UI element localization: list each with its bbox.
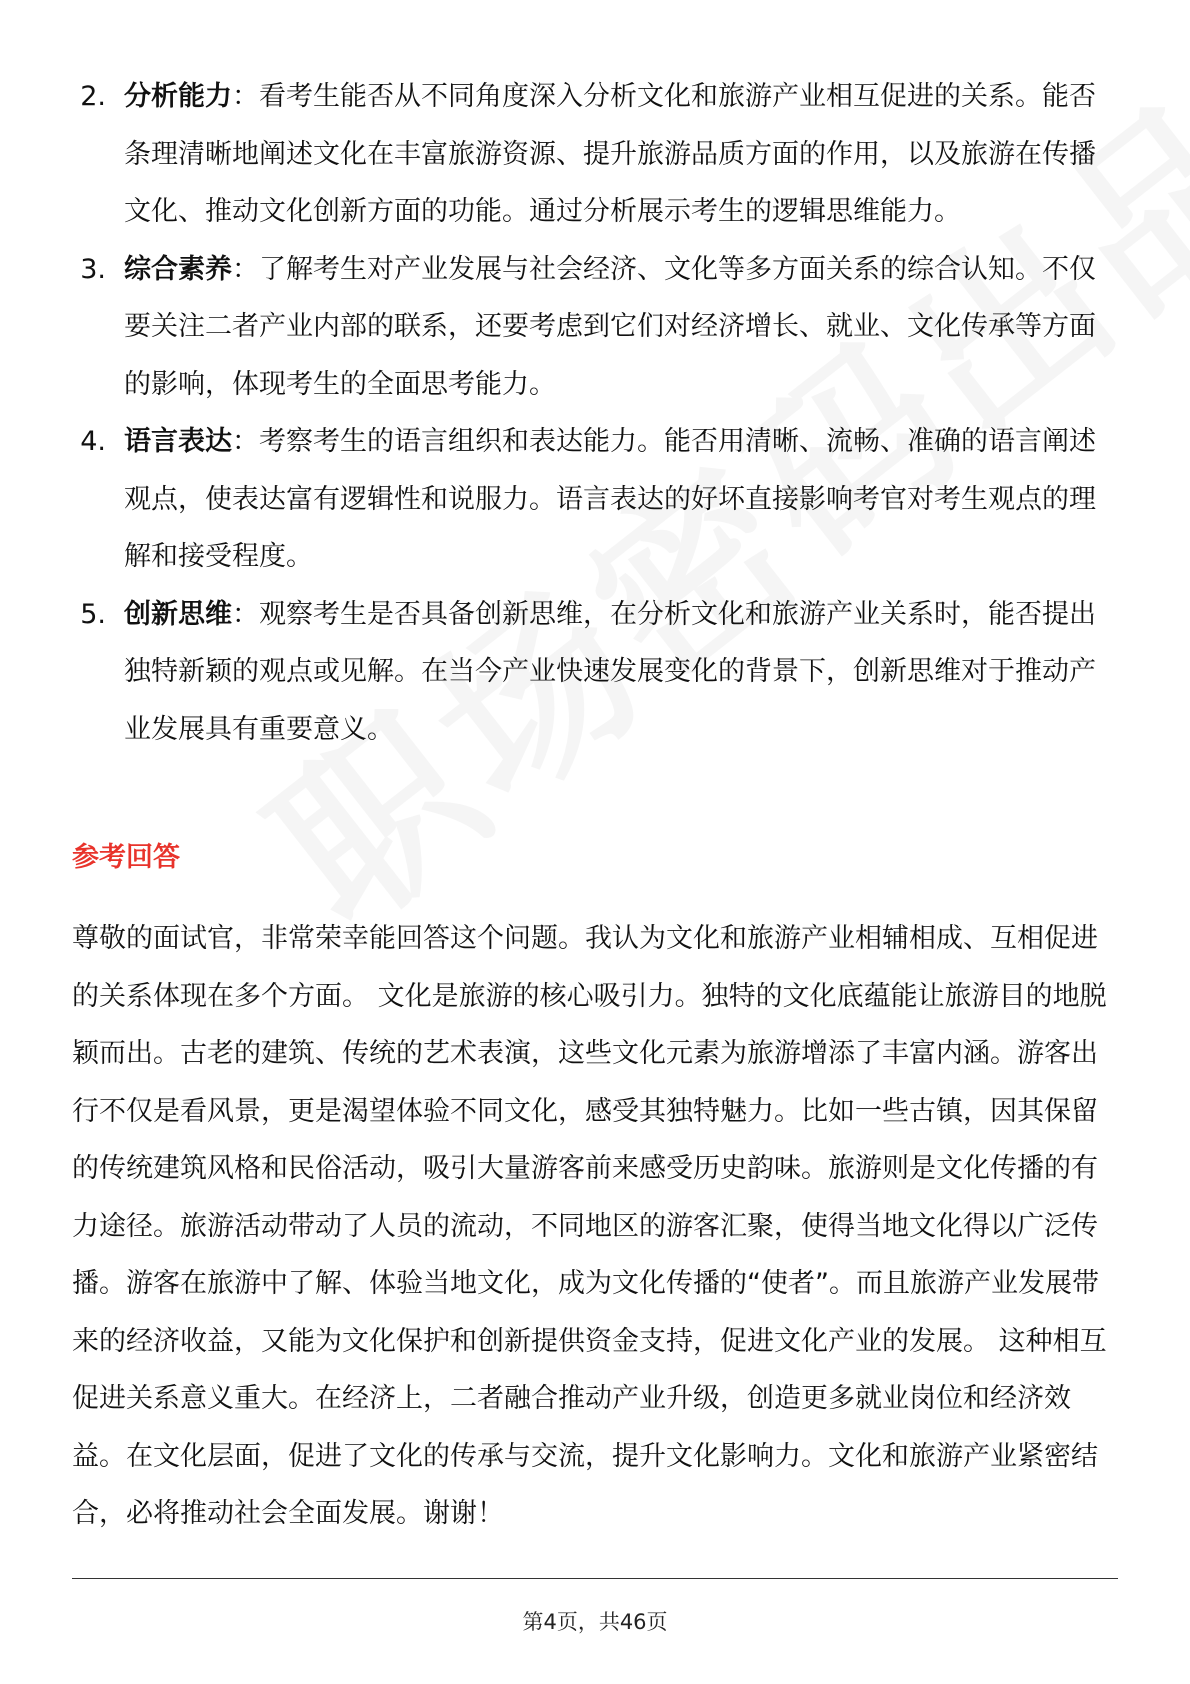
list-item-keyword: 综合素养: [124, 253, 232, 285]
footer-divider: [72, 1578, 1118, 1579]
list-item-body: [124, 241, 1112, 414]
reference-answer: 尊敬的面试官，非常荣幸能回答这个问题。我认为文化和旅游产业相辅相成、互相促进的关系体现在多个方面。 文化是旅游的核心吸引力。独特的文化底蕴能让旅游目的地脱颖而出。古老的建筑、传统的艺术表演，这些文化元素为旅游增添了丰富内涵。游客出行不仅是看风景，更是渴望体验不同文化，感受其独特魅力。比如一些古镇，因其保留的传统建筑风格和民俗活动，吸引大量游客前来感受历史韵味。旅游则是文化传播的有力途径。旅游活动带动了人员的流动，不同地区的游客汇聚，使得当地文化得以广泛传播。游客在旅游中了解、体验当地文化，成为文化传播的“使者”。而且旅游产业发展带来的经济收益，又能为文化保护和创新提供资金支持，促进文化产业的发展。 这种相互促进关系意义重大。在经济上，二者融合推动产业升级，创造更多就业岗位和经济效益。在文化层面，促进了文化的传承与交流，提升文化影响力。文化和旅游产业紧密结合，必将推动社会全面发展。谢谢！: [72, 923, 1107, 1529]
list-item-number: 2.: [80, 81, 106, 112]
list-item: [72, 68, 1112, 241]
list-item-number: 5.: [80, 598, 106, 630]
list-item-body: [124, 68, 1112, 241]
list-item: [72, 413, 1112, 586]
list-item-text: ：观察考生是否具备创新思维，在分析文化和旅游产业关系时，能否提出独特新颖的观点或见解。在当今产业快速发展变化的背景下，创新思维对于推动产业发展具有重要意义。: [124, 598, 1096, 745]
section-title: 参考回答: [72, 842, 180, 873]
list-item-body: [124, 413, 1112, 586]
list-item-number: 3.: [80, 253, 106, 285]
list-item: [72, 241, 1112, 414]
list-item-text: ：了解考生对产业发展与社会经济、文化等多方面关系的综合认知。不仅要关注二者产业内部的联系，还要考虑到它们对经济增长、就业、文化传承等方面的影响，体现考生的全面思考能力。: [124, 253, 1096, 400]
list-item-body: [124, 586, 1112, 759]
list-item-keyword: 分析能力: [124, 81, 232, 112]
evaluation-criteria-list: [72, 68, 1112, 758]
list-item-keyword: 语言表达: [124, 426, 232, 457]
list-item-text: ：看考生能否从不同角度深入分析文化和旅游产业相互促进的关系。能否条理清晰地阐述文化在丰富旅游资源、提升旅游品质方面的作用，以及旅游在传播文化、推动文化创新方面的功能。通过分析展示考生的逻辑思维能力。: [124, 81, 1096, 227]
list-item: [72, 586, 1112, 759]
list-item-keyword: 创新思维: [124, 598, 232, 630]
page-number: 第4页，共46页: [522, 1610, 668, 1634]
list-item-text: ：考察考生的语言组织和表达能力。能否用清晰、流畅、准确的语言阐述观点，使表达富有逻辑性和说服力。语言表达的好坏直接影响考官对考生观点的理解和接受程度。: [124, 426, 1096, 572]
list-item-number: 4.: [80, 426, 106, 457]
